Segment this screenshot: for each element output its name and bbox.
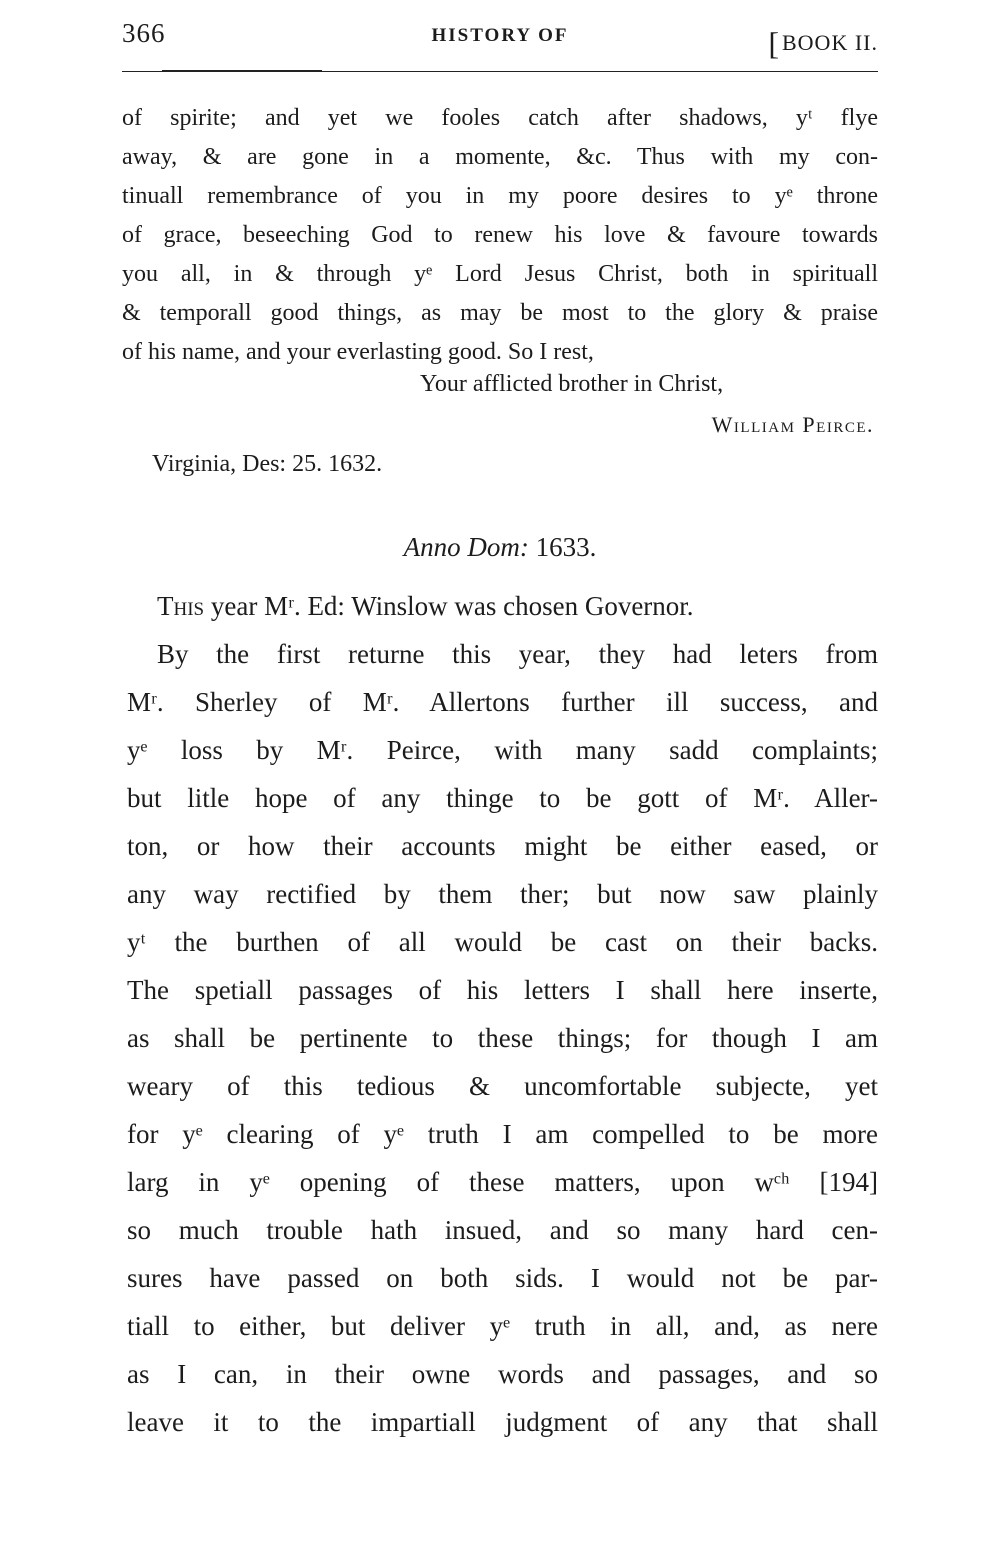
main-text [127, 582, 878, 1446]
main-line: Mʳ. Sherley of Mʳ. Allertons further ill success, and [127, 687, 878, 717]
running-title: HISTORY OF [431, 25, 569, 46]
main-line: as shall be pertinente to these things; for though I am [127, 1023, 878, 1053]
main-line: By the first returne this year, they had leters from [157, 639, 878, 669]
main-first-line [127, 582, 878, 630]
main-line: yᵗ the burthen of all would be cast on their backs. [127, 927, 878, 957]
letter-line: away, & are gone in a momente, &c. Thus with my con- [122, 144, 878, 170]
main-line: weary of this tedious & uncomfortable subjecte, yet [127, 1071, 878, 1101]
main-line: larg in yᵉ opening of these matters, upon wᶜʰ [194] [127, 1167, 878, 1197]
first-line-rest: year Mʳ. Ed: Winslow was chosen Governor. [210, 591, 694, 621]
main-line: for yᵉ clearing of yᵉ truth I am compelled to be more [127, 1119, 878, 1149]
letter-closing: Your afflicted brother in Christ, [420, 371, 724, 397]
main-line: as I can, in their owne words and passages, and so [127, 1359, 878, 1389]
year-heading-label: Anno Dom: [403, 532, 529, 562]
main-line: any way rectified by them ther; but now saw plainly [127, 879, 878, 909]
main-line: so much trouble hath insued, and so many hard cen- [127, 1215, 878, 1245]
main-line: ton, or how their accounts might be either eased, or [127, 831, 878, 861]
main-line: The spetiall passages of his letters I shall here inserte, [127, 975, 878, 1005]
book-label: BOOK II. [782, 30, 878, 55]
letter-line: you all, in & through yᵉ Lord Jesus Christ, both in spirituall [122, 261, 878, 287]
header-rule [122, 71, 878, 72]
letter-line: & temporall good things, as may be most to the glory & praise [122, 300, 878, 326]
letter-dateline: Virginia, Des: 25. 1632. [152, 451, 383, 477]
main-line: leave it to the impartiall judgment of any that shall [127, 1407, 878, 1437]
year-heading [0, 532, 1000, 563]
main-line: sures have passed on both sids. I would not be par- [127, 1263, 878, 1293]
book-bracket: [ [768, 25, 780, 61]
main-line: tiall to either, but deliver yᵉ truth in all, and, as nere [127, 1311, 878, 1341]
letter-signature: William Peirce. [711, 412, 874, 437]
letter-line: of spirite; and yet we fooles catch after shadows, yᵗ flye [122, 105, 878, 131]
page-header [122, 18, 878, 61]
letter-line: tinuall remembrance of you in my poore desires to yᵉ throne [122, 183, 878, 209]
main-line: but litle hope of any thinge to be gott of Mʳ. Aller- [127, 783, 878, 813]
year-heading-year: 1633. [535, 532, 597, 562]
letter-line: of his name, and your everlasting good. So I rest, [122, 339, 594, 365]
letter-line: of grace, beseeching God to renew his love & favoure towards [122, 222, 878, 248]
letter-body [122, 99, 878, 372]
first-word-smallcaps: This [157, 591, 205, 621]
page-number: 366 [122, 18, 166, 48]
main-line: yᵉ loss by Mʳ. Peirce, with many sadd complaints; [127, 735, 878, 765]
book-reference [768, 21, 878, 61]
